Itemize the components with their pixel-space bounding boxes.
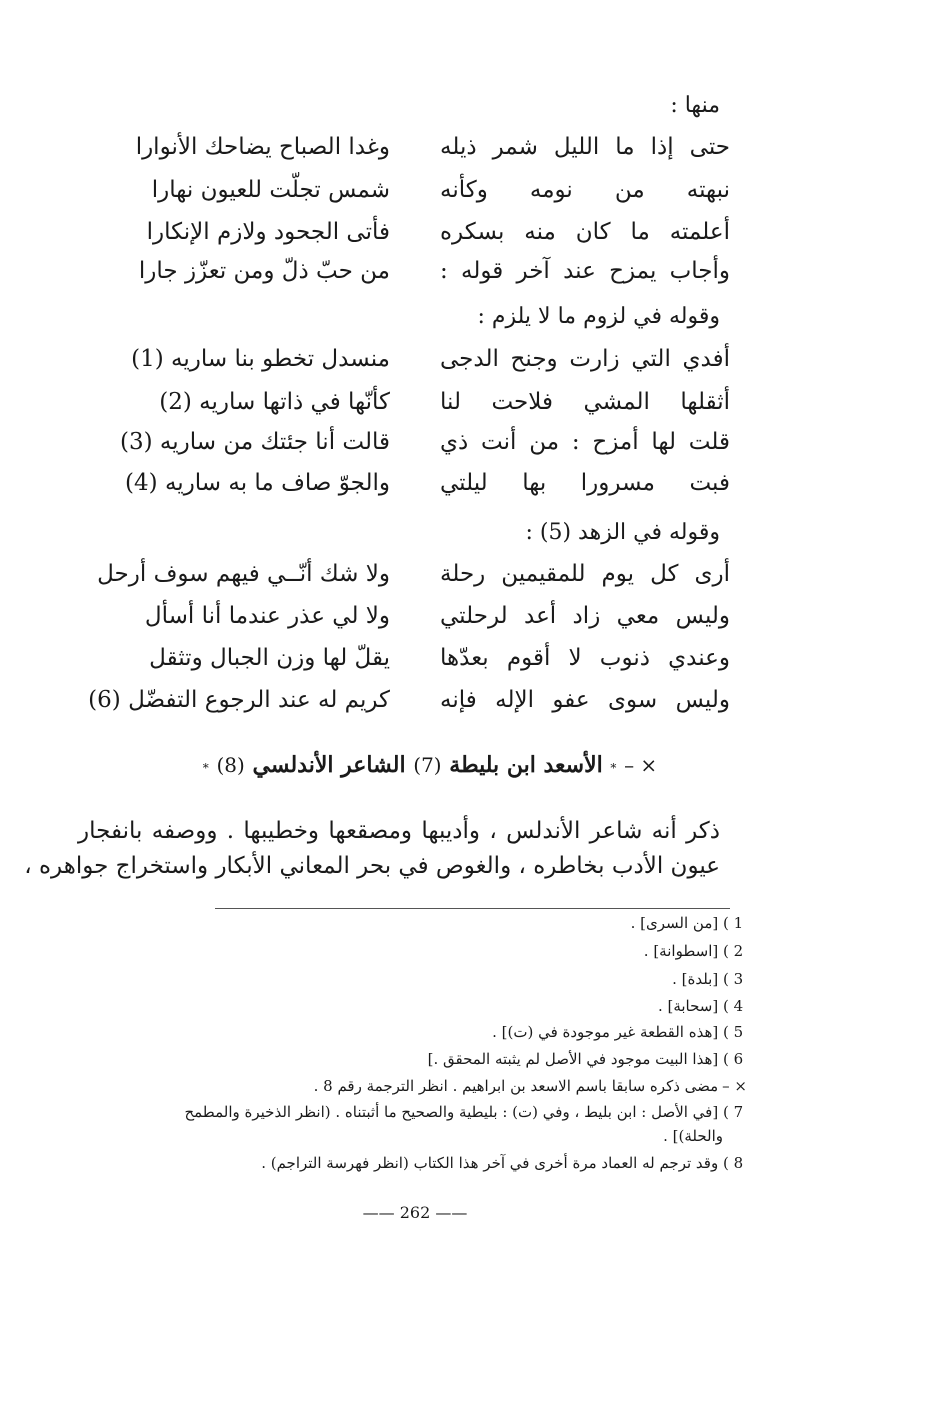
verse-hemistich-right: نبهته من نومه وكأنه — [440, 177, 730, 203]
verse-hemistich-right: وعندي ذنوب لا أقوم بعدّها — [440, 645, 730, 671]
footnote-number: 6 ) — [723, 1050, 744, 1068]
verse-hemistich-left: شمس تجلّت للعيون نهارا — [151, 177, 390, 203]
poet-name: الأسعد ابن بليطة — [449, 752, 603, 778]
verse-hemistich-right: حتى إذا ما الليل شمر ذيله — [440, 134, 730, 160]
footnote-number: 3 ) — [723, 970, 744, 988]
verse-hemistich-left: فأتى الجحود ولازم الإنكارا — [146, 219, 390, 245]
verse-hemistich-left: يقلّ لها وزن الجبال وتثقل — [149, 645, 390, 671]
footnote-ref-8: (8) — [216, 753, 245, 777]
verse-hemistich-left: ولا شك أنّــي فيهم سوف أرحل — [97, 561, 390, 587]
footnote-text: [من السرى] . — [630, 914, 719, 932]
verse-hemistich-left: والجوّ صاف ما به ساريه (4) — [125, 470, 390, 496]
footnote — [492, 1023, 747, 1041]
footnote-continuation: والحلة)] . — [663, 1127, 723, 1145]
intro-zuhd: وقوله في الزهد (5) : — [525, 520, 720, 545]
prose-line: عيون الأدب بخاطره ، والغوص في بحر المعاني الأبكار واستخراج جواهره ، — [24, 853, 720, 879]
footnote-number: 4 ) — [723, 997, 744, 1015]
footnote-text: [هذا البيت موجود في الأصل لم يثبته المحقق .] — [427, 1050, 719, 1068]
footnote-number: 7 ) — [723, 1103, 744, 1121]
footnote-number: 2 ) — [723, 942, 744, 960]
footnote-text: [سحابة] . — [657, 997, 719, 1015]
footnote-text: [هذه القطعة غير موجودة في (ت)] . — [492, 1023, 719, 1041]
verse-hemistich-left: وغدا الصباح يضاحك الأنوارا — [135, 134, 390, 160]
verse-hemistich-left: من حبّ ذلّ ومن تعزّز جارا — [138, 258, 390, 284]
verse-hemistich-right: وليس معي زاد أعد لرحلتي — [440, 603, 730, 629]
footnote — [644, 942, 747, 960]
verse-hemistich-right: وأجاب يمزح عند آخر قوله : — [440, 258, 730, 284]
poet-title: الشاعر الأندلسي — [252, 752, 406, 778]
footnote-divider — [215, 908, 730, 909]
intro-minha: منها : — [670, 93, 720, 118]
cross-reference-mark: × – — [624, 753, 658, 777]
footnote — [672, 970, 747, 988]
verse-hemistich-right: أرى كل يوم للمقيمين رحلة — [440, 561, 730, 587]
footnote — [314, 1077, 747, 1095]
verse-hemistich-right: وليس سوى عفو الإله فإنه — [440, 687, 730, 713]
footnote-text: [في الأصل : ابن بليط ، وفي (ت) : بليطية والصحيح ما أثبتناه . (انظر الذخيرة والمطمح — [184, 1103, 719, 1121]
footnote — [658, 997, 747, 1015]
verse-hemistich-right: فبت مسرورا بها ليلتي — [440, 470, 730, 496]
footnote — [631, 914, 747, 932]
footnote-number: × – — [722, 1077, 747, 1095]
footnote — [261, 1154, 747, 1172]
footnote-ref-7: (7) — [413, 753, 442, 777]
verse-hemistich-right: أعلمته ما كان منه بسكره — [440, 219, 730, 245]
footnote-text: وقد ترجم له العماد مرة أخرى في آخر هذا الكتاب (انظر فهرسة التراجم) . — [261, 1154, 719, 1172]
footnote-text: [اسطوانة] . — [643, 942, 719, 960]
page-number-value: 262 — [399, 1203, 431, 1222]
footnote-number: 8 ) — [723, 1154, 744, 1172]
verse-hemistich-right: أفدي التي زارت وجنح الدجى — [440, 346, 730, 372]
footnote — [428, 1050, 747, 1068]
verse-hemistich-right: أثقلها المشي فلاحت لنا — [440, 389, 730, 415]
footnote-number: 1 ) — [723, 914, 744, 932]
footnote-text: [بلدة] . — [672, 970, 719, 988]
verse-hemistich-left: كريم له عند الرجوع التفضّل (6) — [88, 687, 390, 713]
verse-hemistich-right: قلت لها أمزح : من أنت ذي — [440, 429, 730, 455]
footnote-number: 5 ) — [723, 1023, 744, 1041]
verse-hemistich-left: كأنّها في ذاتها ساريه (2) — [159, 389, 390, 415]
verse-hemistich-left: قالت أنا جئتك من ساريه (3) — [120, 429, 390, 455]
prose-line: ذكر أنه شاعر الأندلس ، وأديبها ومصقعها وخطيبها . ووصفه بانفجار — [78, 818, 720, 844]
page-number: —— 262 —— — [362, 1203, 468, 1222]
verse-hemistich-left: منسدل تخطو بنا ساريه (1) — [131, 346, 390, 372]
footnote-text: مضى ذكره سابقا باسم الاسعد بن ابراهيم . انظر الترجمة رقم 8 . — [313, 1077, 719, 1095]
star-mark: * — [610, 761, 617, 775]
verse-hemistich-left: ولا لي عذر عندما أنا أسأل — [144, 603, 390, 629]
section-heading — [160, 752, 700, 778]
star-mark: * — [202, 761, 209, 775]
intro-luzum: وقوله في لزوم ما لا يلزم : — [477, 304, 720, 329]
footnote — [184, 1103, 747, 1121]
